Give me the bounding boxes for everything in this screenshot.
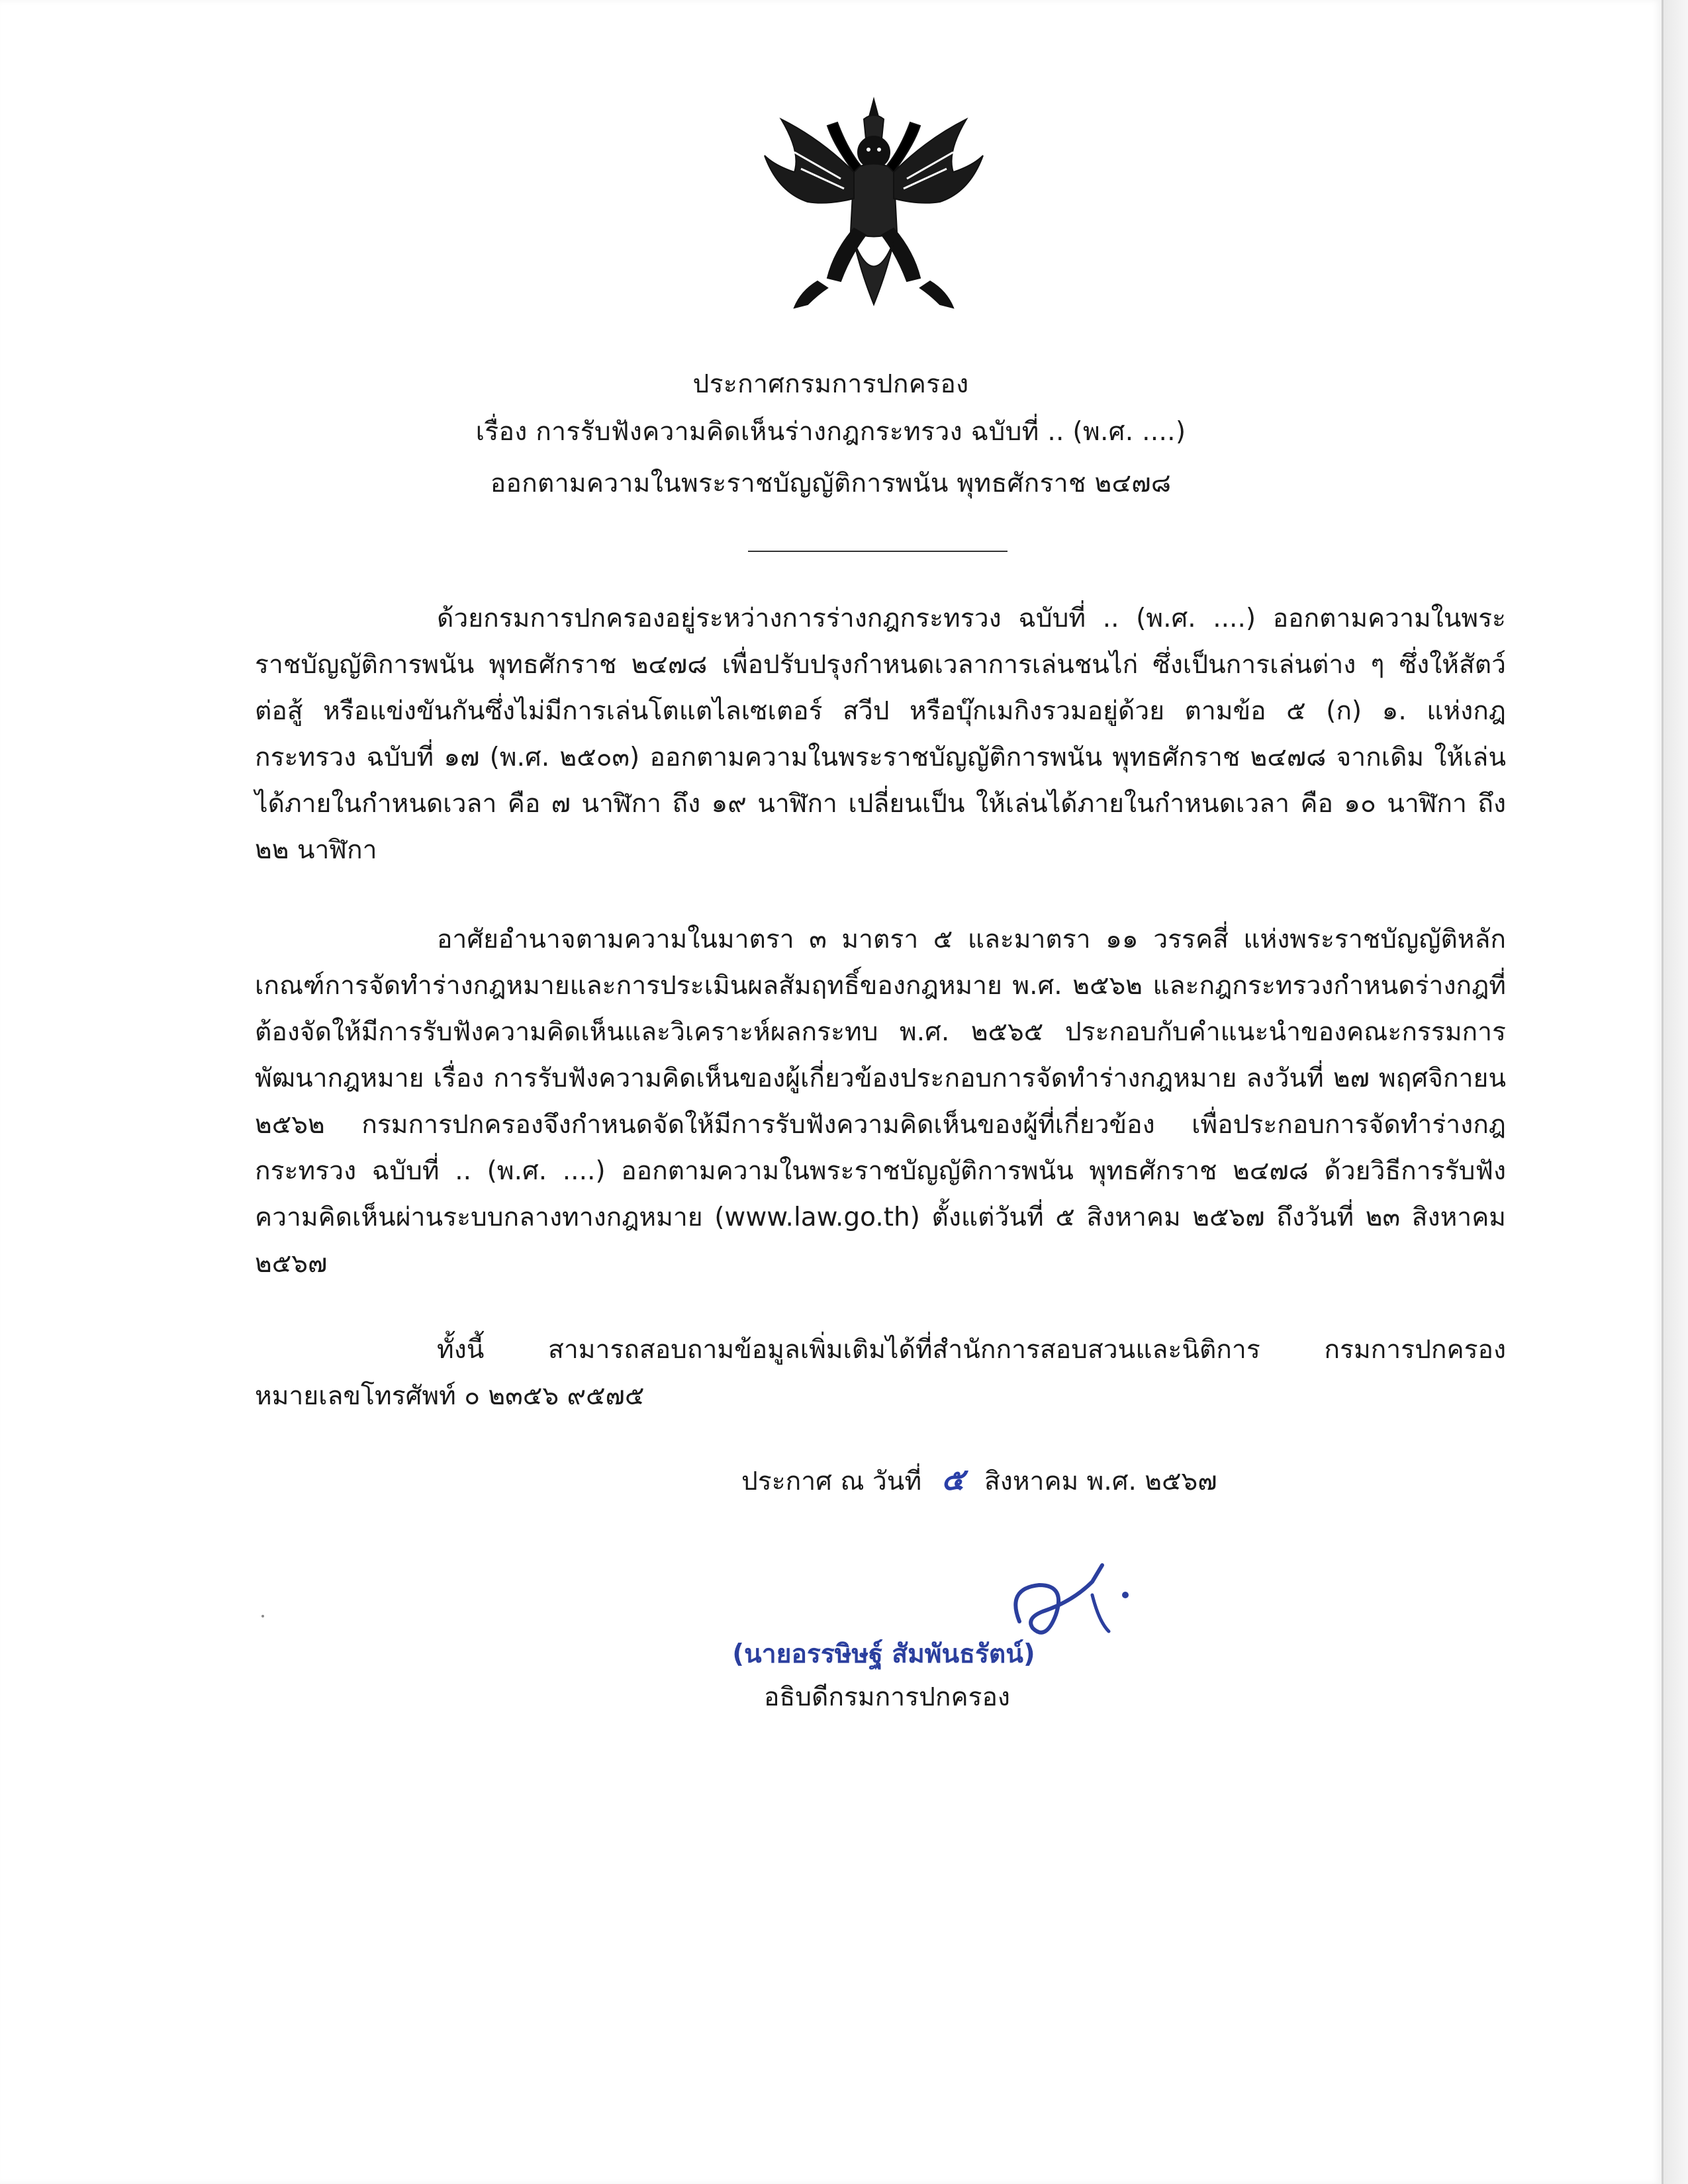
date-month-year: สิงหาคม พ.ศ. ๒๕๖๗ (984, 1467, 1217, 1496)
paragraph-1: ด้วยกรมการปกครองอยู่ระหว่างการร่างกฎกระทรวง ฉบับที่ .. (พ.ศ. ....) ออกตามความในพระราชบัญญัติการพนัน พุทธศักราช ๒๔๗๘ เพื่อปรับปรุงกำหนดเวลาการเล่นชนไก่ ซึ่งเป็นการเล่นต่าง ๆ ซึ่งให้สัตว์ต่อสู้ หรือแข่งขันกันซึ่งไม่มีการเล่นโตแตไลเซเตอร์ สวีป หรือบุ๊กเมกิงรวมอยู่ด้วย ตามข้อ ๕ (ก) ๑. แห่งกฎกระทรวง ฉบับที่ ๑๗ (พ.ศ. ๒๕๐๓) ออกตามความในพระราชบัญญัติการพนัน พุทธศักราช ๒๔๗๘ จากเดิม ให้เล่นได้ภายในกำหนดเวลา คือ ๗ นาฬิกา ถึง ๑๙ นาฬิกา เปลี่ยนเป็น ให้เล่นได้ภายในกำหนดเวลา คือ ๑๐ นาฬิกา ถึง ๒๒ นาฬิกา (255, 604, 1506, 865)
paragraph-3: ทั้งนี้ สามารถสอบถามข้อมูลเพิ่มเติมได้ที่สำนักการสอบสวนและนิติการ กรมการปกครอง หมายเลขโทรศัพท์ ๐ ๒๓๕๖ ๙๕๗๕ (255, 1335, 1506, 1411)
signer-position (0, 1678, 1662, 1717)
date-prefix: ประกาศ ณ วันที่ (741, 1467, 922, 1496)
date-day-handwritten: ๕ (941, 1461, 964, 1497)
signer-name (0, 1635, 1662, 1674)
announcement-subject: เรื่อง การรับฟังความคิดเห็นร่างกฎกระทรวง ฉบับที่ .. (พ.ศ. ....) (475, 417, 1186, 447)
paragraph-2: อาศัยอำนาจตามความในมาตรา ๓ มาตรา ๕ และมาตรา ๑๑ วรรคสี่ แห่งพระราชบัญญัติหลักเกณฑ์การจัดทำร่างกฎหมายและการประเมินผลสัมฤทธิ์ของกฎหมาย พ.ศ. ๒๕๖๒ และกฎกระทรวงกำหนดร่างกฎที่ต้องจัดให้มีการรับฟังความคิดเห็นและวิเคราะห์ผลกระทบ พ.ศ. ๒๕๖๕ ประกอบกับคำแนะนำของคณะกรรมการพัฒนากฎหมาย เรื่อง การรับฟังความคิดเห็นของผู้เกี่ยวข้องประกอบการจัดทำร่างกฎหมาย ลงวันที่ ๒๗ พฤศจิกายน ๒๕๖๒ กรมการปกครองจึงกำหนดจัดให้มีการรับฟังความคิดเห็นของผู้ที่เกี่ยวข้อง เพื่อประกอบการจัดทำร่างกฎกระทรวง ฉบับที่ .. (พ.ศ. ....) ออกตามความในพระราชบัญญัติการพนัน พุทธศักราช ๒๔๗๘ ด้วยวิธีการรับฟังความคิดเห็นผ่านระบบกลางทางกฎหมาย (www.law.go.th) ตั้งแต่วันที่ ๕ สิงหาคม ๒๕๖๗ ถึงวันที่ ๒๓ สิงหาคม ๒๕๖๗ (255, 925, 1506, 1279)
garuda-emblem-icon (755, 93, 993, 318)
announcement-subtitle: ออกตามความในพระราชบัญญัติการพนัน พุทธศักราช ๒๔๗๘ (490, 469, 1172, 498)
signer-name-text: (นายอรรษิษฐ์ สัมพันธรัตน์) (732, 1639, 1035, 1669)
announcement-title: ประกาศกรมการปกครอง (692, 369, 969, 399)
scan-speck (261, 1615, 264, 1617)
signer-position-text: อธิบดีกรมการปกครอง (764, 1682, 1010, 1712)
scan-edge (1664, 0, 1688, 2184)
announcement-date-line (741, 1456, 1217, 1505)
header-divider (748, 551, 1008, 552)
